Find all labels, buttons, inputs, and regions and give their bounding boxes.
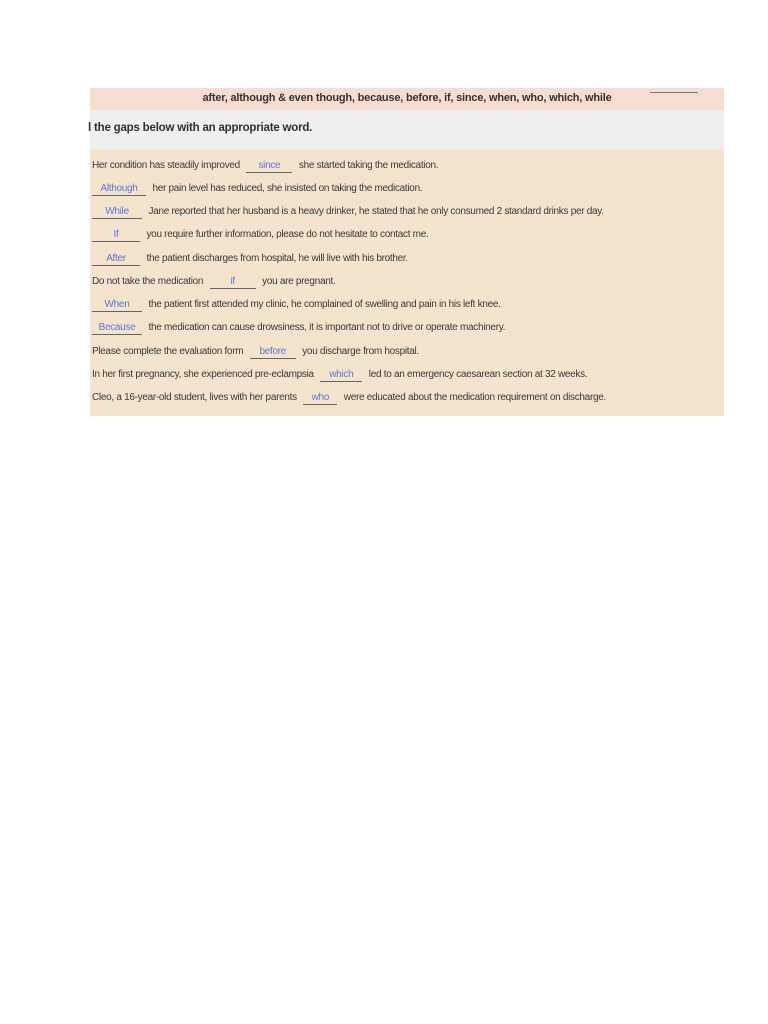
sentence-5 [92,252,408,268]
sentence-1-answer: since [246,159,292,173]
sentence-10-answer: which [320,368,362,382]
sentence-6 [92,275,335,291]
instruction-text: l the gaps below with an appropriate word. [88,122,313,134]
sentence-4-answer: If [92,228,140,242]
worksheet [90,82,724,416]
sentence-5-answer: After [92,252,140,266]
sentence-10-after: led to an emergency caesarean section at 32 weeks. [368,369,588,380]
word-bank-rule [650,92,698,93]
sentence-2 [92,182,422,198]
sentence-1-after: she started taking the medication. [298,160,439,171]
sentence-6-answer: if [210,275,256,289]
sentence-1 [92,159,438,175]
sentence-6-after: you are pregnant. [262,276,336,287]
word-bank [90,88,724,111]
sentence-7 [92,298,501,314]
sentence-11-before: Cleo, a 16-year-old student, lives with her parents [92,392,297,403]
sentence-5-after: the patient discharges from hospital, he will live with his brother. [146,253,408,264]
sentence-10-before: In her first pregnancy, she experienced pre-eclampsia [92,369,314,380]
sentence-11 [92,391,606,407]
sentence-6-before: Do not take the medication [92,276,204,287]
sentence-8-answer: Because [92,321,142,335]
sentence-9-answer: before [250,345,296,359]
instruction-bar [90,110,724,149]
sentence-4-after: you require further information, please do not hesitate to contact me. [146,229,429,240]
sentence-11-answer: who [303,391,337,405]
sentence-4 [92,228,428,244]
sentence-2-after: her pain level has reduced, she insisted on taking the medication. [152,183,423,194]
sentence-8-after: the medication can cause drowsiness, it is important not to drive or operate machinery. [148,322,506,333]
exercise-list [90,149,724,416]
sentence-2-answer: Although [92,182,146,196]
sentence-7-answer: When [92,298,142,312]
sentence-7-after: the patient first attended my clinic, he complained of swelling and pain in his left knee. [148,299,501,310]
sentence-9-after: you discharge from hospital. [302,346,419,357]
sentence-1-before: Her condition has steadily improved [92,160,240,171]
word-bank-text: after, although & even though, because, before, if, since, when, who, which, while [202,92,612,104]
sentence-9-before: Please complete the evaluation form [92,346,244,357]
sentence-8 [92,321,505,337]
sentence-3-answer: While [92,205,142,219]
sentence-3-after: Jane reported that her husband is a heavy drinker, he stated that he only consumed 2 standard drinks per day. [148,206,604,217]
sentence-10 [92,368,587,384]
sentence-11-after: were educated about the medication requirement on discharge. [343,392,606,403]
sentence-3 [92,205,604,221]
sentence-9 [92,345,419,361]
